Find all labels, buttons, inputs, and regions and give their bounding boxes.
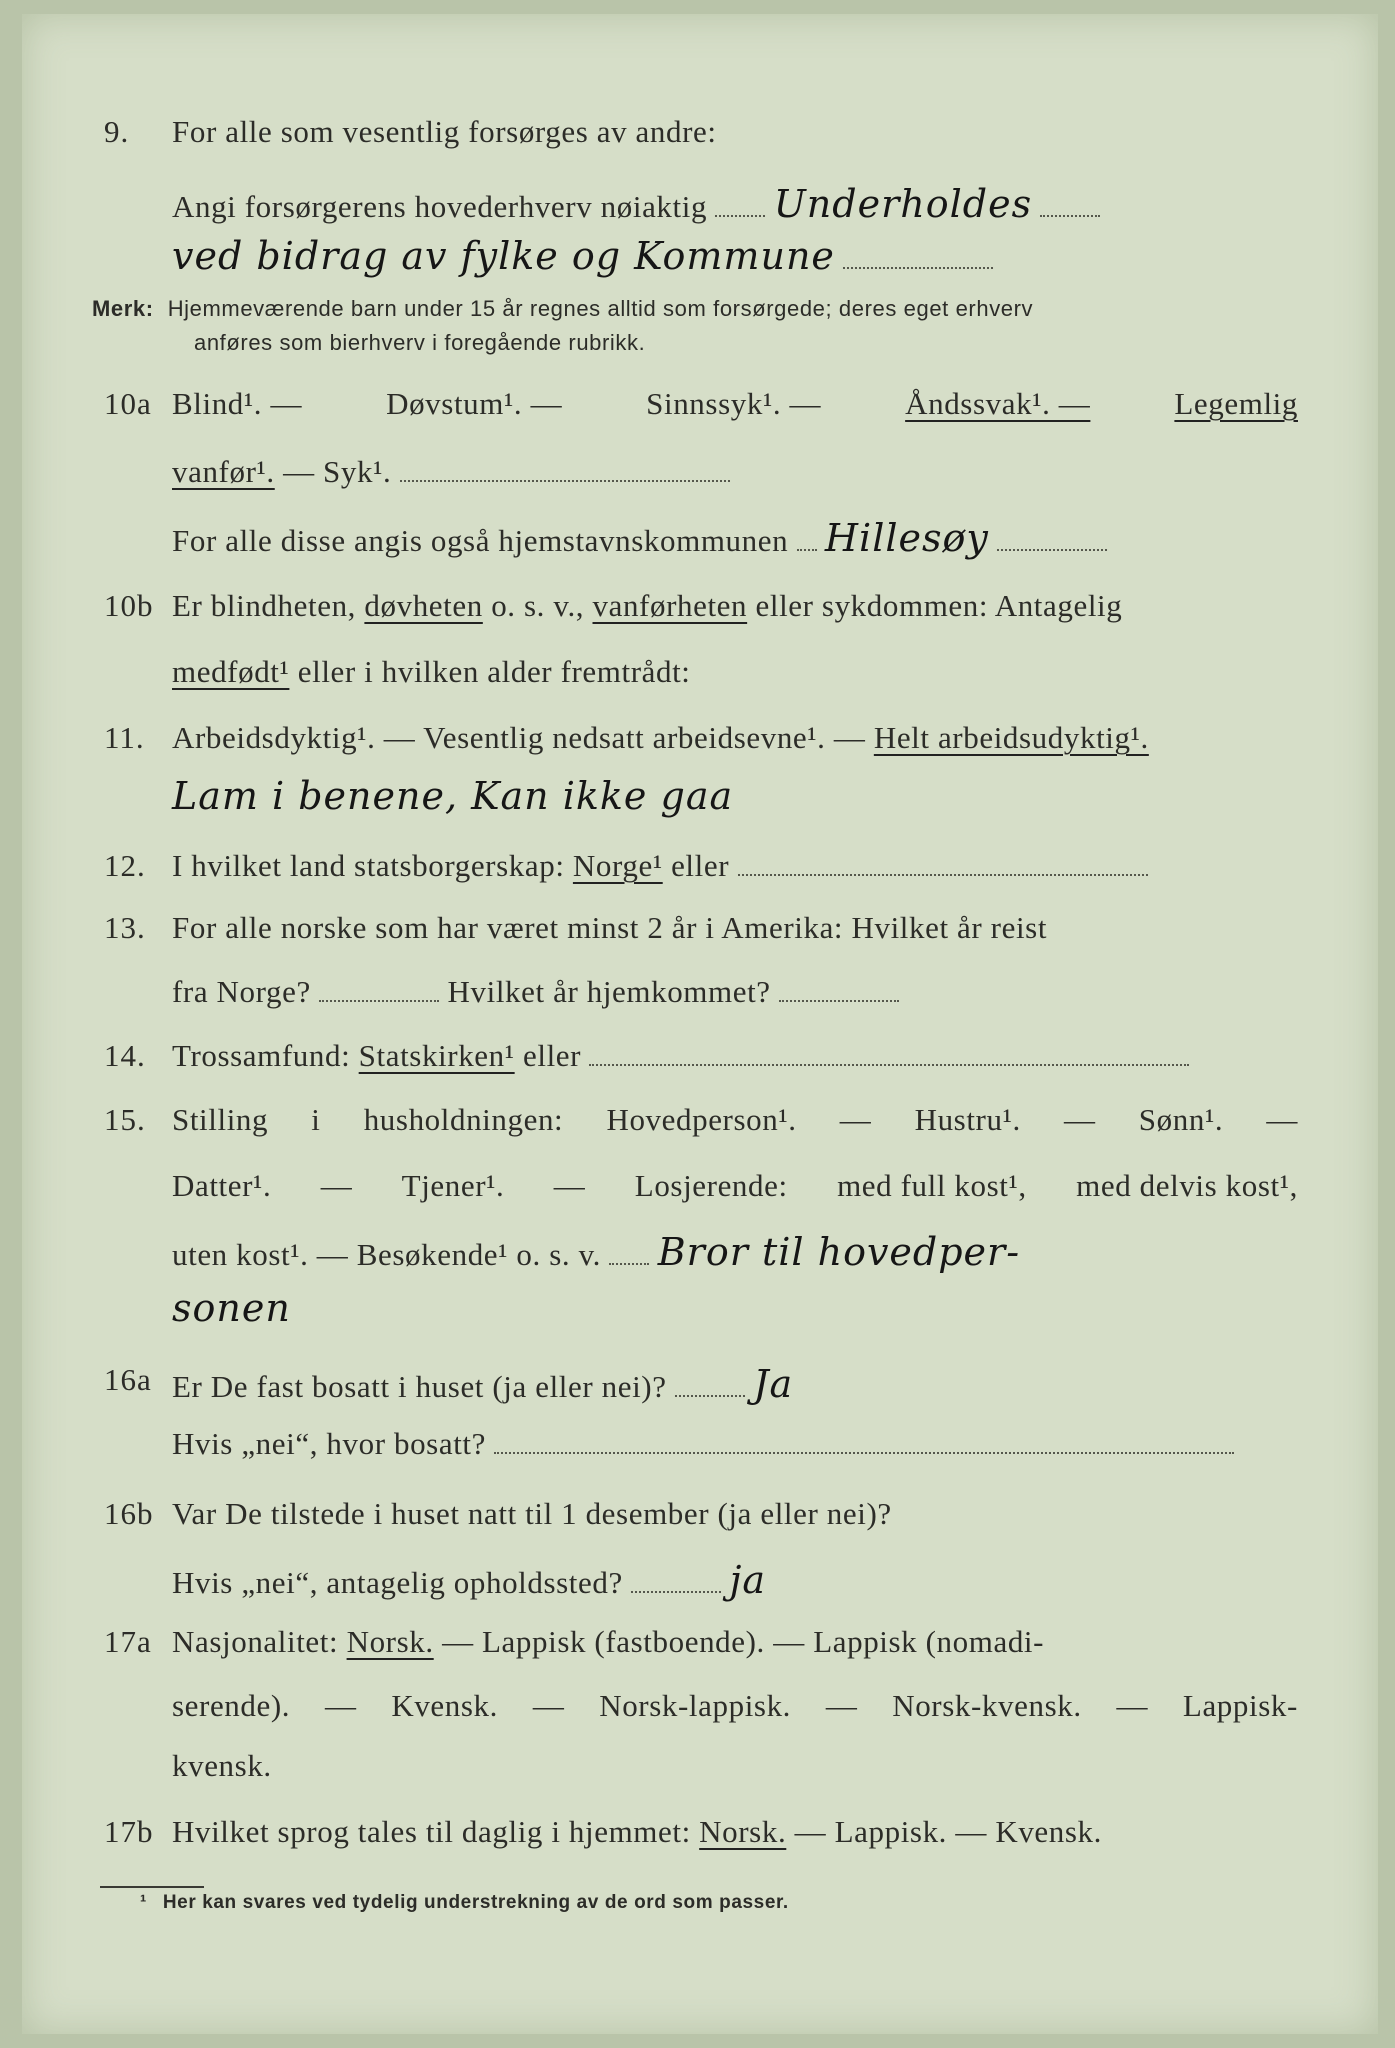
- dotted-line: [609, 1262, 649, 1265]
- q10a-line1: [22, 386, 1378, 436]
- dotted-line: [843, 266, 993, 269]
- q17a-nasjonalitet: Nasjonalitet:: [172, 1624, 339, 1659]
- q13-number: 13.: [104, 910, 146, 945]
- q17a-line2-text: [172, 1688, 1298, 1724]
- q16b-number: 16b: [104, 1496, 154, 1531]
- dotted-line: [797, 548, 817, 551]
- q11-text: [172, 720, 1298, 756]
- merk-note: [92, 292, 1298, 360]
- q15-dash: —: [1064, 1102, 1096, 1137]
- q17a-line3-text: kvensk.: [172, 1748, 272, 1783]
- q17a-line1: [22, 1624, 1378, 1674]
- q11-answer-line: [172, 774, 1298, 818]
- q15-delvis-kost: med delvis kost¹,: [1076, 1168, 1298, 1203]
- q17a-norsk-lappisk: Norsk-lappisk.: [599, 1688, 792, 1723]
- q17a-kvensk: Kvensk.: [391, 1688, 499, 1723]
- q17b-line: [22, 1814, 1378, 1864]
- q14-text: [172, 1038, 1298, 1074]
- census-form-page: [22, 14, 1378, 2034]
- q13-hjemkommet: Hvilket år hjemkommet?: [447, 974, 771, 1009]
- q10a-hjemstavn: [172, 516, 1298, 560]
- q10b-line2: [22, 654, 1378, 704]
- dotted-line: [589, 1063, 1189, 1066]
- q15-handwritten-answer-2: sonen: [172, 1286, 291, 1330]
- q10b-line1: [22, 588, 1378, 638]
- q9-occupation-prompt: [172, 182, 1298, 226]
- q15-word: i: [311, 1102, 321, 1137]
- q15-word: Stilling: [172, 1102, 269, 1137]
- q14-trossamfund: Trossamfund:: [172, 1038, 351, 1073]
- footnote: [140, 1892, 789, 1914]
- q10a-andssvak: Åndssvak¹. —: [905, 386, 1091, 421]
- merk-text-2: anføres som bierhverv i foregående rubrikk.: [194, 330, 646, 355]
- q11-number: 11.: [104, 720, 145, 755]
- q11-helt-arbeidsudyktig: Helt arbeidsudyktig¹.: [873, 720, 1149, 755]
- dotted-line: [319, 999, 439, 1002]
- q10a-hjemstavn-text: For alle disse angis også hjemstavnskommunen: [172, 523, 789, 558]
- q15-sonn: Sønn¹.: [1138, 1102, 1224, 1137]
- q16a-line2: [22, 1426, 1378, 1476]
- q10b-alder: eller i hvilken alder fremtrådt:: [297, 654, 691, 689]
- q10b-blindheten: Er blindheten,: [172, 588, 357, 623]
- q15-line1-text: [172, 1102, 1298, 1138]
- q13-reist: fra Norge?: [172, 974, 311, 1009]
- q10a-vanfor: vanfør¹.: [172, 454, 275, 489]
- q15-hustru: Hustru¹.: [914, 1102, 1021, 1137]
- dotted-line: [738, 873, 1148, 876]
- q10a-syk: — Syk¹.: [283, 454, 392, 489]
- q17a-number: 17a: [104, 1624, 152, 1659]
- q16a-bosatt: Er De fast bosatt i huset (ja eller nei)?: [172, 1369, 667, 1404]
- q10a-sinnssyk: Sinnssyk¹. —: [646, 386, 822, 421]
- dotted-line: [1040, 214, 1100, 217]
- q12-norge: Norge¹: [572, 848, 663, 883]
- q15-handwritten-answer-1: Bror til hovedper-: [657, 1230, 1021, 1274]
- q14-number: 14.: [104, 1038, 146, 1073]
- q15-tjener: Tjener¹.: [401, 1168, 505, 1203]
- q17a-line3: [22, 1748, 1378, 1798]
- q16b-line1: [22, 1496, 1378, 1546]
- q11-arbeidsdyktig: Arbeidsdyktig¹. — Vesentlig nedsatt arbeidsevne¹. —: [172, 720, 866, 755]
- q9-line2: [22, 182, 1378, 232]
- q16b-opholdssted: Hvis „nei“, antagelig opholdssted?: [172, 1565, 623, 1600]
- q10a-conditions: [172, 386, 1298, 422]
- dotted-line: [494, 1451, 1234, 1454]
- q9-answer-line: [172, 234, 1298, 278]
- q16b-handwritten-answer: ja: [729, 1558, 766, 1602]
- q15-number: 15.: [104, 1102, 146, 1137]
- q15-line1: [22, 1102, 1378, 1152]
- q15-dash: —: [553, 1168, 586, 1203]
- merk-label: Merk:: [92, 296, 154, 321]
- q15-word: husholdningen:: [363, 1102, 564, 1137]
- q9-line3: [22, 234, 1378, 284]
- q16a-line2-text: [172, 1426, 1298, 1462]
- q13-text: For alle norske som har været minst 2 år i Amerika: Hvilket år reist: [172, 910, 1048, 945]
- q10b-dovheten: døvheten: [364, 588, 483, 623]
- q15-line3-text: [172, 1230, 1298, 1274]
- merk-text-1: Hjemmeværende barn under 15 år regnes alltid som forsørgede; deres eget erhverv: [167, 296, 1034, 321]
- q12-text: [172, 848, 1298, 884]
- q15-full-kost: med full kost¹,: [837, 1168, 1027, 1203]
- q16a-handwritten-answer: Ja: [753, 1362, 794, 1406]
- q9-handwritten-answer-1: Underholdes: [773, 182, 1033, 226]
- q17a-word: serende).: [172, 1688, 291, 1723]
- q13-line2-text: [172, 974, 1298, 1010]
- q10a-line3: [22, 516, 1378, 566]
- q17a-lappisk-kvensk: Lappisk-: [1182, 1688, 1298, 1723]
- footnote-rule: [100, 1886, 204, 1888]
- dotted-line: [631, 1590, 721, 1593]
- q14-statskirken: Statskirken¹: [358, 1038, 515, 1073]
- footnote-mark: ¹: [140, 1892, 147, 1913]
- q16b-line1-text: Var De tilstede i huset natt til 1 desember (ja eller nei)?: [172, 1496, 892, 1531]
- q16a-hvor-bosatt: Hvis „nei“, hvor bosatt?: [172, 1426, 486, 1461]
- q17a-norsk-kvensk: Norsk-kvensk.: [892, 1688, 1082, 1723]
- q10a-blind: Blind¹. —: [172, 386, 303, 421]
- q15-line4-text: [172, 1286, 1298, 1330]
- q16a-number: 16a: [104, 1362, 152, 1397]
- q12-number: 12.: [104, 848, 146, 883]
- dotted-line: [400, 479, 730, 482]
- q15-datter: Datter¹.: [172, 1168, 272, 1203]
- dotted-line: [779, 999, 899, 1002]
- q17a-line2: [22, 1688, 1378, 1738]
- q15-dash: —: [839, 1102, 872, 1137]
- q10b-osv: o. s. v.,: [491, 588, 585, 623]
- q9-number: 9.: [104, 114, 130, 149]
- q17a-line1-text: [172, 1624, 1298, 1660]
- q13-line1: [22, 910, 1378, 960]
- q15-losjerende: Losjerende:: [634, 1168, 788, 1203]
- q9-prompt-text: Angi forsørgerens hovederhverv nøiaktig: [172, 189, 708, 224]
- q10b-sykdommen: eller sykdommen: Antagelig: [755, 588, 1123, 623]
- q10b-number: 10b: [104, 588, 154, 623]
- q9-text: For alle som vesentlig forsørges av andre:: [172, 114, 717, 149]
- q17a-dash: —: [324, 1688, 357, 1723]
- q17b-text: [172, 1814, 1298, 1850]
- q16a-line1-text: [172, 1362, 1298, 1406]
- q16b-line2-text: [172, 1558, 1298, 1602]
- q11-line2: [22, 774, 1378, 824]
- q17b-norsk: Norsk.: [699, 1814, 787, 1849]
- q16a-line1: [22, 1362, 1378, 1412]
- q17a-dash: —: [825, 1688, 858, 1723]
- q10b-vanforheten: vanførheten: [592, 588, 748, 623]
- q15-dash: —: [1266, 1102, 1298, 1137]
- q9-handwritten-answer-2: ved bidrag av fylke og Kommune: [172, 234, 835, 278]
- q12-line: [22, 848, 1378, 898]
- q12-statsborgerskap: I hvilket land statsborgerskap:: [172, 848, 565, 883]
- q10b-line1-text: [172, 588, 1298, 624]
- q10b-line2-text: [172, 654, 1298, 690]
- dotted-line: [715, 214, 765, 217]
- q15-line3: [22, 1230, 1378, 1280]
- q17a-norsk: Norsk.: [346, 1624, 434, 1659]
- q10a-dovstum: Døvstum¹. —: [386, 386, 563, 421]
- q17b-sprog: Hvilket sprog tales til daglig i hjemmet:: [172, 1814, 691, 1849]
- q11-line1: [22, 720, 1378, 770]
- q17b-rest: — Lappisk. — Kvensk.: [794, 1814, 1102, 1849]
- q11-handwritten-answer: Lam i benene, Kan ikke gaa: [172, 774, 734, 818]
- q15-line4: [22, 1286, 1378, 1336]
- q15-line2: [22, 1168, 1378, 1218]
- q15-line2-text: [172, 1168, 1298, 1204]
- q10a-line2: [22, 454, 1378, 504]
- q13-line2: [22, 974, 1378, 1024]
- q9-line1: [22, 114, 1378, 164]
- q17a-dash: —: [1116, 1688, 1149, 1723]
- q15-dash: —: [320, 1168, 353, 1203]
- dotted-line: [997, 548, 1107, 551]
- q16b-line2: [22, 1558, 1378, 1608]
- q10a-number: 10a: [104, 386, 152, 421]
- q17a-lappisk: — Lappisk (fastboende). — Lappisk (nomadi-: [442, 1624, 1045, 1659]
- q15-hovedperson: Hovedperson¹.: [606, 1102, 797, 1137]
- q15-uten-kost: uten kost¹. — Besøkende¹ o. s. v.: [172, 1237, 602, 1272]
- q14-line: [22, 1038, 1378, 1088]
- q17b-number: 17b: [104, 1814, 154, 1849]
- q10a-handwritten-answer: Hillesøy: [824, 516, 989, 560]
- q17a-dash: —: [532, 1688, 565, 1723]
- dotted-line: [675, 1394, 745, 1397]
- q10a-legemlig: Legemlig: [1174, 386, 1298, 421]
- q14-eller: eller: [523, 1038, 582, 1073]
- q12-eller: eller: [671, 848, 730, 883]
- q10a-line2-text: [172, 454, 1298, 490]
- q10b-medfodt: medfødt¹: [172, 654, 290, 689]
- footnote-text: Her kan svares ved tydelig understrekning av de ord som passer.: [162, 1892, 789, 1913]
